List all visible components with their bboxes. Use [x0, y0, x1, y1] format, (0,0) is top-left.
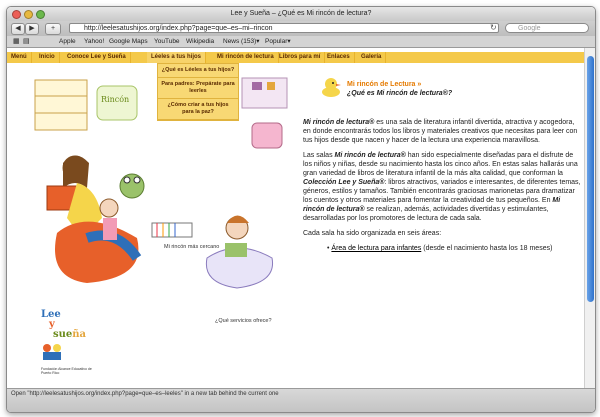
article-body: [303, 118, 583, 259]
minimize-button[interactable]: [24, 10, 33, 19]
bookmarks-bar: [7, 36, 595, 48]
browser-window: [6, 6, 596, 413]
paragraph-3: Cada sala ha sido organizada en seis áreas:: [303, 230, 442, 237]
status-text: Open "http://leelesatushijos.org/index.php?page=que–es–leeles" in a new tab behind the current one: [11, 391, 279, 397]
bookmark-apple[interactable]: Apple: [59, 38, 76, 45]
submenu-item-que-es[interactable]: ¿Qué es Léeles a tus hijos?: [158, 64, 238, 78]
submenu-item-para-padres[interactable]: Para padres: Prepárate para leerles: [158, 78, 238, 99]
bookmark-popular[interactable]: Popular▾: [265, 38, 291, 45]
book-icon[interactable]: ▤: [23, 38, 30, 45]
menu-item-libros[interactable]: Libros para mí: [275, 52, 325, 63]
status-bar: [7, 388, 595, 412]
duck-icon: [320, 76, 342, 98]
bookmark-wikipedia[interactable]: Wikipedia: [186, 38, 215, 45]
scrollbar-thumb[interactable]: [587, 56, 594, 302]
list-item: • Área de lectura para infantes (desde el nacimiento hasta los 18 meses): [327, 245, 553, 252]
bookmark-youtube[interactable]: YouTube: [154, 38, 180, 45]
paragraph-2: Las salas Mi rincón de lectura® han sido especialmente diseñadas para el disfrute de los niños y niñas, desde su nacimiento hasta los cinco años. En estas salas hallarás una gran variedad de libros de literatura infantil de la más alta calidad, que conforman la Colección Lee y Sueña®: libros atractivos, variados e interesantes, de diferentes temas, géneros, estilos y tamaños. También encontrarás graciosas marionetas para dramatizar los cuentos y otros materiales para fomentar la creatividad de tus pequeños. En Mi rincón de lectura® se realizan, además, actividades divertidas y estimulantes, desarrolladas por los promotores de lectura de cada sala.: [303, 152, 581, 222]
paragraph-1: Mi rincón de lectura® es una sala de literatura infantil divertida, atractiva y acogedora, en donde encontrarás todos los libros y materiales creativos que necesitas para leer con tus hijos desde que nacen y hacer de la lectura una experiencia maravillosa.: [303, 119, 578, 144]
url-text: http://leelesatushijos.org/index.php?page=que–es–mi–rincon: [84, 25, 273, 32]
site-menu: [7, 52, 584, 63]
bookmark-google-maps[interactable]: Google Maps: [109, 38, 148, 45]
lee-y-suena-logo: Lee y sueña Fundación Alcance Educativo de Puerto Rico: [41, 309, 92, 375]
bookmark-yahoo[interactable]: Yahoo!: [84, 38, 105, 45]
add-bookmark-button[interactable]: +: [45, 23, 61, 35]
caption-servicios[interactable]: ¿Qué servicios ofrece?: [215, 318, 272, 324]
menu-item-enlaces[interactable]: Enlaces: [323, 52, 355, 63]
web-content: [7, 48, 584, 388]
article: [347, 80, 575, 98]
back-button[interactable]: ◀: [11, 23, 25, 35]
window-title: Lee y Sueña – ¿Qué es Mi rincón de lectura?: [230, 10, 372, 17]
search-field[interactable]: [505, 23, 589, 33]
zoom-button[interactable]: [36, 10, 45, 19]
article-breadcrumb[interactable]: Mi rincón de Lectura »: [347, 81, 422, 88]
close-button[interactable]: [12, 10, 21, 19]
svg-text:Rincón: Rincón: [101, 95, 130, 104]
menu-item-mi-rincon[interactable]: Mi rincón de lectura: [213, 52, 279, 63]
menu-item-galeria[interactable]: Galería: [357, 52, 386, 63]
window-controls: [12, 10, 45, 19]
title-bar: [7, 7, 595, 21]
bookmark-news[interactable]: News (153)▾: [223, 38, 260, 45]
bookmarks-grid-icon[interactable]: ▦: [13, 38, 20, 45]
area-link[interactable]: Área de lectura para infantes: [331, 245, 422, 252]
reload-icon[interactable]: ↻: [490, 23, 497, 32]
article-subtitle: ¿Qué es Mi rincón de lectura®?: [347, 90, 453, 97]
caption-mi-rincon[interactable]: Mi rincón más cercano: [164, 244, 220, 250]
menu-item-inicio[interactable]: Inicio: [35, 52, 60, 63]
menu-item-leeles[interactable]: Léeles a tus hijos: [147, 52, 206, 63]
menu-label: Menú: [7, 52, 32, 63]
kids-icon: [41, 342, 63, 362]
search-placeholder: Google: [518, 25, 541, 32]
submenu-dropdown: [157, 63, 239, 121]
menu-item-conoce[interactable]: Conoce Lee y Sueña: [63, 52, 131, 63]
forward-button[interactable]: ▶: [25, 23, 39, 35]
browser-toolbar: [7, 21, 595, 36]
submenu-item-criar-paz[interactable]: ¿Cómo criar a tus hijos para la paz?: [158, 99, 238, 120]
address-bar[interactable]: [69, 23, 499, 33]
vertical-scrollbar[interactable]: [584, 48, 596, 388]
